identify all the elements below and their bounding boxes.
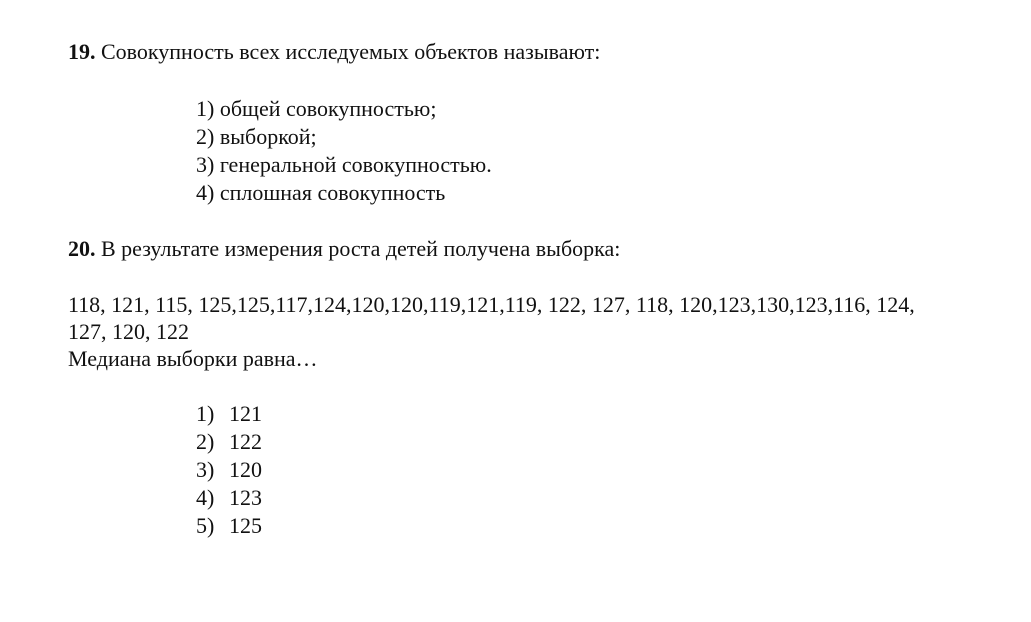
question-19-option-1: 1) общей совокупностью; [196, 96, 437, 121]
question-19-options [196, 95, 492, 207]
option-number: 2) [196, 429, 215, 454]
question-20-number: 20. [68, 236, 96, 261]
option-number: 5) [196, 513, 215, 538]
question-20-option-4 [196, 484, 262, 512]
question-20-option-5 [196, 512, 262, 540]
option-value: 123 [229, 485, 262, 510]
question-19-number: 19. [68, 39, 96, 64]
question-20-option-1 [196, 400, 262, 428]
question-20-options [196, 400, 262, 540]
option-number: 1) [196, 401, 215, 426]
median-question: Медиана выборки равна… [68, 346, 318, 371]
question-20-option-2 [196, 428, 262, 456]
sample-data-line-1: 118, 121, 115, 125,125,117,124,120,120,119,121,119, 122, 127, 118, 120,123,130,123,116, 124, [68, 292, 915, 317]
question-19-title [68, 38, 600, 66]
option-value: 122 [229, 429, 262, 454]
question-20-option-3 [196, 456, 262, 484]
question-19-option-2: 2) выборкой; [196, 124, 317, 149]
question-19-text: Совокупность всех исследуемых объектов называют: [95, 39, 601, 64]
question-19-option-4: 4) сплошная совокупность [196, 180, 446, 205]
option-number: 3) [196, 457, 215, 482]
sample-data-line-2: 127, 120, 122 [68, 319, 189, 344]
option-value: 120 [229, 457, 262, 482]
question-20-title [68, 235, 620, 263]
option-value: 121 [229, 401, 262, 426]
question-20-text: В результате измерения роста детей получена выборка: [95, 236, 621, 261]
option-value: 125 [229, 513, 262, 538]
question-19-option-3: 3) генеральной совокупностью. [196, 152, 492, 177]
option-number: 4) [196, 485, 215, 510]
